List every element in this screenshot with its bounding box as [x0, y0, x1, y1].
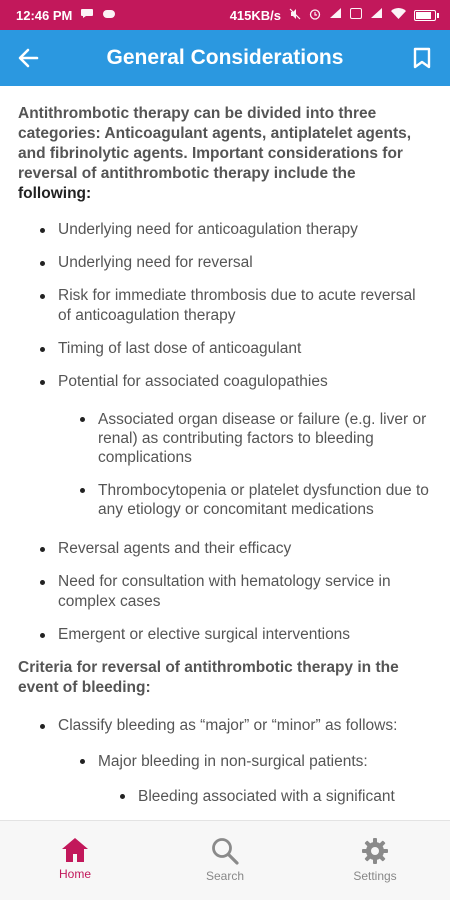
list-item: Underlying need for reversal — [18, 253, 432, 273]
page-title: General Considerations — [106, 46, 344, 69]
list-item — [18, 372, 432, 519]
article-content[interactable] — [0, 86, 450, 820]
list-item-text: Classify bleeding as “major” or “minor” as follows: — [58, 717, 398, 734]
criteria-list — [18, 716, 432, 806]
game-icon — [102, 9, 116, 22]
considerations-list — [18, 220, 432, 645]
nav-search[interactable] — [150, 821, 300, 900]
list-item: Risk for immediate thrombosis due to acute reversal of anticoagulation therapy — [18, 286, 432, 326]
criteria-heading: Criteria for reversal of antithrombotic therapy in the event of bleeding: — [18, 659, 399, 696]
intro-paragraph — [18, 104, 432, 204]
sub-sublist — [98, 787, 432, 806]
list-item: Reversal agents and their efficacy — [18, 539, 432, 559]
nav-settings[interactable] — [300, 821, 450, 900]
sublist — [58, 410, 432, 519]
status-time: 12:46 PM — [16, 7, 73, 23]
sublist-item-text: Major bleeding in non-surgical patients: — [98, 753, 368, 770]
search-icon — [211, 837, 239, 865]
nav-home[interactable] — [0, 821, 150, 900]
bookmark-button[interactable] — [394, 30, 450, 86]
intro-colon: : — [86, 185, 92, 202]
sublist-item — [58, 752, 432, 806]
sub-sublist-item: Bleeding associated with a significant — [98, 787, 432, 806]
home-icon — [61, 837, 89, 863]
sublist-item: Associated organ disease or failure (e.g. liver or renal) as contributing factors to bleeding complications — [58, 410, 432, 467]
intro-text: Antithrombotic therapy can be divided into three categories: Anticoagulant agents, antiplatelet agents, and fibrinolytic agents. Important considerations for reversal of antithrombotic therapy include the — [18, 105, 412, 182]
status-bar — [0, 0, 450, 30]
alarm-icon — [309, 8, 321, 23]
nav-home-label: Home — [58, 867, 91, 881]
list-item: Underlying need for anticoagulation therapy — [18, 220, 432, 240]
bottom-navigation — [0, 820, 450, 900]
bookmark-icon — [413, 47, 431, 69]
back-button[interactable] — [0, 30, 56, 86]
mute-icon — [289, 8, 301, 23]
sublist — [58, 752, 432, 806]
net-speed: 415KB/s — [229, 7, 281, 23]
nav-settings-label: Settings — [353, 869, 397, 883]
list-item — [18, 716, 432, 806]
list-item: Need for consultation with hematology service in complex cases — [18, 572, 432, 612]
arrow-left-icon — [17, 47, 39, 69]
list-item: Timing of last dose of anticoagulant — [18, 339, 432, 359]
nav-search-label: Search — [205, 869, 245, 883]
chat-icon — [80, 8, 94, 22]
intro-emphasis: following — [18, 185, 87, 202]
list-item-text: Potential for associated coagulopathies — [58, 373, 328, 390]
gear-icon — [361, 837, 389, 865]
app-bar — [0, 30, 450, 86]
signal-icon-2 — [370, 8, 383, 22]
wifi-icon — [391, 8, 406, 22]
battery-icon — [414, 10, 436, 21]
volte-icon — [350, 8, 362, 22]
signal-icon — [329, 8, 342, 22]
list-item: Emergent or elective surgical interventions — [18, 625, 432, 645]
sublist-item: Thrombocytopenia or platelet dysfunction due to any etiology or concomitant medications — [58, 481, 432, 519]
